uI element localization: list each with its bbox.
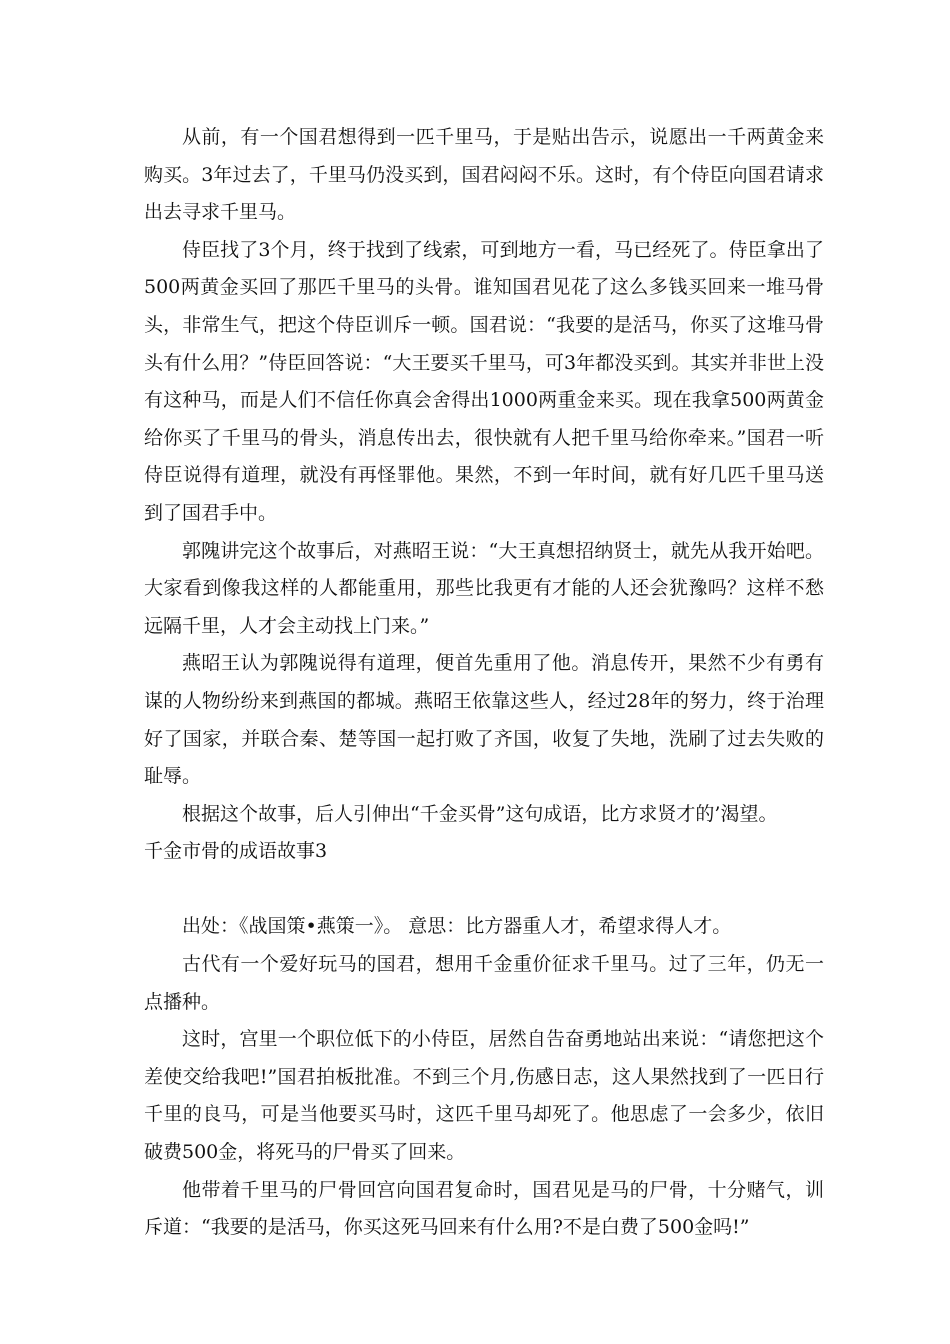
section-heading: 千金市骨的成语故事3 (144, 840, 328, 863)
paragraph: 古代有一个爱好玩马的国君，想用千金重价征求千里马。过了三年，仍无一点播种。 (144, 953, 824, 1013)
paragraph: 出处：《战国策•燕策一》。 意思：比方器重人才，希望求得人才。 (182, 915, 732, 938)
document-body (144, 119, 824, 1247)
paragraph: 郭隗讲完这个故事后，对燕昭王说：“大王真想招纳贤士，就先从我开始吧。大家看到像我这样的人都能重用，那些比我更有才能的人还会犹豫吗？这样不愁远隔千里，人才会主动找上门来。” (144, 539, 824, 637)
blank-line (144, 871, 824, 909)
paragraph: 侍臣找了3个月，终于找到了线索，可到地方一看，马已经死了。侍臣拿出了500两黄金买回了那匹千里马的头骨。谁知国君见花了这么多钱买回来一堆马骨头，非常生气，把这个侍臣训斥一顿。国君说：“我要的是活马，你买了这堆马骨头有什么用？”侍臣回答说：“大王要买千里马，可3年都没买到。其实并非世上没有这种马，而是人们不信任你真会舍得出1000两重金来买。现在我拿500两黄金给你买了千里马的骨头，消息传出去，很快就有人把千里马给你牵来。”国君一听侍臣说得有道理，就没有再怪罪他。果然，不到一年时间，就有好几匹千里马送到了国君手中。 (144, 238, 824, 524)
paragraph: 从前，有一个国君想得到一匹千里马，于是贴出告示，说愿出一千两黄金来购买。3年过去了，千里马仍没买到，国君闷闷不乐。这时，有个侍臣向国君请求出去寻求千里马。 (144, 126, 824, 224)
paragraph: 燕昭王认为郭隗说得有道理，便首先重用了他。消息传开，果然不少有勇有谋的人物纷纷来到燕国的都城。燕昭王依靠这些人，经过28年的努力，终于治理好了国家，并联合秦、楚等国一起打败了齐国，收复了失地，洗刷了过去失败的耻辱。 (144, 652, 824, 788)
paragraph: 他带着千里马的尸骨回宫向国君复命时，国君见是马的尸骨，十分赌气，训斥道：“我要的是活马，你买这死马回来有什么用?不是白费了500金吗!” (144, 1178, 824, 1239)
paragraph: 根据这个故事，后人引伸出“千金买骨”这句成语，比方求贤才的’渴望。 (182, 802, 778, 825)
paragraph: 这时，宫里一个职位低下的小侍臣，居然自告奋勇地站出来说：“请您把这个差使交给我吧!”国君拍板批准。不到三个月,伤感日志，这人果然找到了一匹日行千里的良马，可是当他要买马时，这匹千里马却死了。他思虑了一会多少，依旧破费500金，将死马的尸骨买了回来。 (144, 1028, 824, 1164)
